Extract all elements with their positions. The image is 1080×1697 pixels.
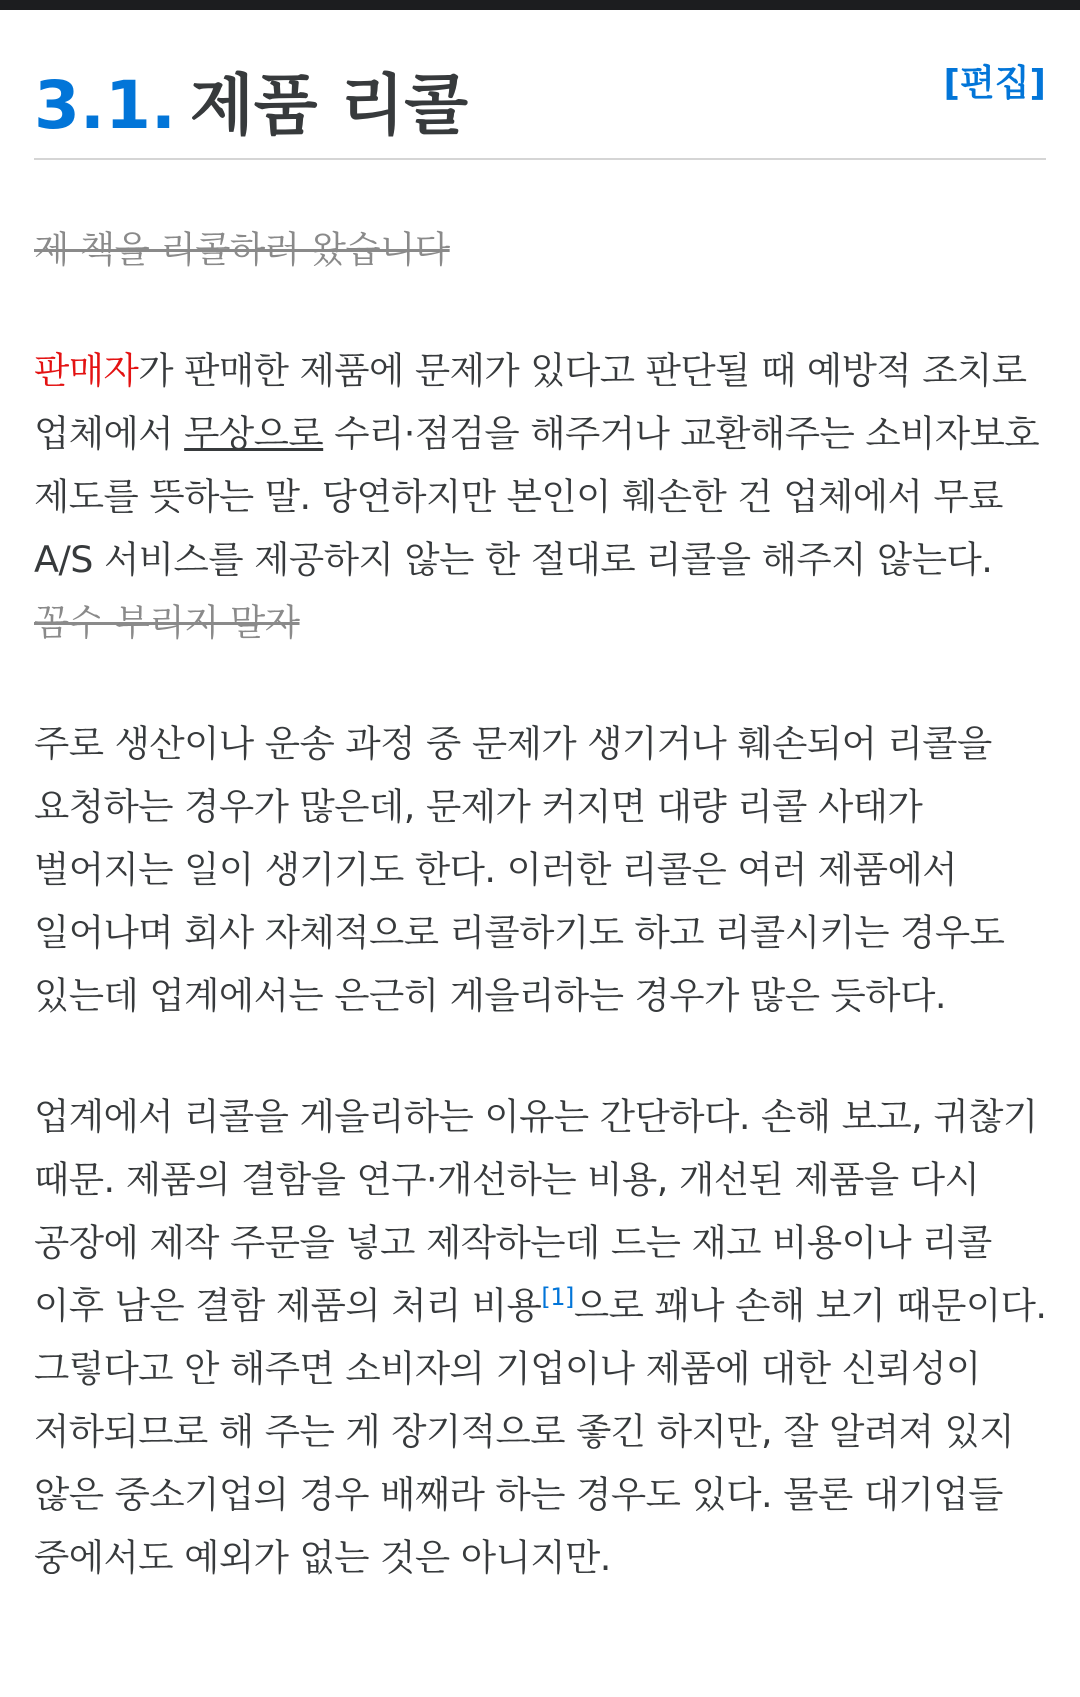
strikethrough-text: 제 책을 리콜하러 왔습니다 xyxy=(34,228,450,271)
section-title-text: 제품 리콜 xyxy=(190,67,469,144)
paragraph-text: 으로 꽤나 손해 보기 때문이다. 그렇다고 안 해주면 소비자의 기업이나 제품에 대한 신뢰성이 저하되므로 해 주는 게 장기적으로 좋긴 하지만, 잘 알려져 있지 않은 중소기업의 경우 배째라 하는 경우도 있다. 물론 대기업들 중에서도 예외가 없는 것은 아니지만. xyxy=(34,1284,1047,1579)
section-heading xyxy=(34,62,1046,160)
paragraph-2 xyxy=(34,339,1048,654)
paragraph-text: 업계에서 리콜을 게을리하는 이유는 간단하다. 손해 보고, 귀찮기 때문. 제품의 결함을 연구·개선하는 비용, 개선된 제품을 다시 공장에 제작 주문을 넣고 제작하는데 드는 재고 비용이나 리콜 이후 남은 결함 제품의 처리 비용 xyxy=(34,1095,1038,1327)
edit-link[interactable]: [편집] xyxy=(943,63,1046,104)
top-bar xyxy=(0,0,1080,10)
paragraph-4 xyxy=(34,1085,1048,1589)
paragraph-text: 가 판매한 제품에 문제가 있다고 판단될 때 예방적 조치로 업체에서 xyxy=(34,349,1027,455)
paragraph-text: 주로 생산이나 운송 과정 중 문제가 생기거나 훼손되어 리콜을 요청하는 경우가 많은데, 문제가 커지면 대량 리콜 사태가 벌어지는 일이 생기기도 한다. 이러한 리콜은 여러 제품에서 일어나며 회사 자체적으로 리콜하기도 하고 리콜시키는 경우도 있는데 업계에서는 은근히 게을리하는 경우가 많은 듯하다. xyxy=(34,722,1005,1017)
free-of-charge-link[interactable]: 무상으로 xyxy=(184,412,324,455)
section-number[interactable]: 3.1. xyxy=(34,67,176,144)
footnote-link[interactable]: [1] xyxy=(541,1282,574,1311)
article-content xyxy=(34,218,1048,1647)
section-title[interactable] xyxy=(34,66,468,146)
seller-link[interactable]: 판매자 xyxy=(34,349,139,392)
heading-divider xyxy=(34,158,1046,160)
paragraph-1 xyxy=(34,218,1048,281)
paragraph-text: 수리·점검을 해주거나 교환해주는 소비자보호 제도를 뜻하는 말. 당연하지만 본인이 훼손한 건 업체에서 무료 A/S 서비스를 제공하지 않는 한 절대로 리콜을 해주지 않는다. xyxy=(34,412,1040,581)
paragraph-3 xyxy=(34,712,1048,1027)
strikethrough-text: 꼼수 부리지 말자 xyxy=(34,601,300,644)
